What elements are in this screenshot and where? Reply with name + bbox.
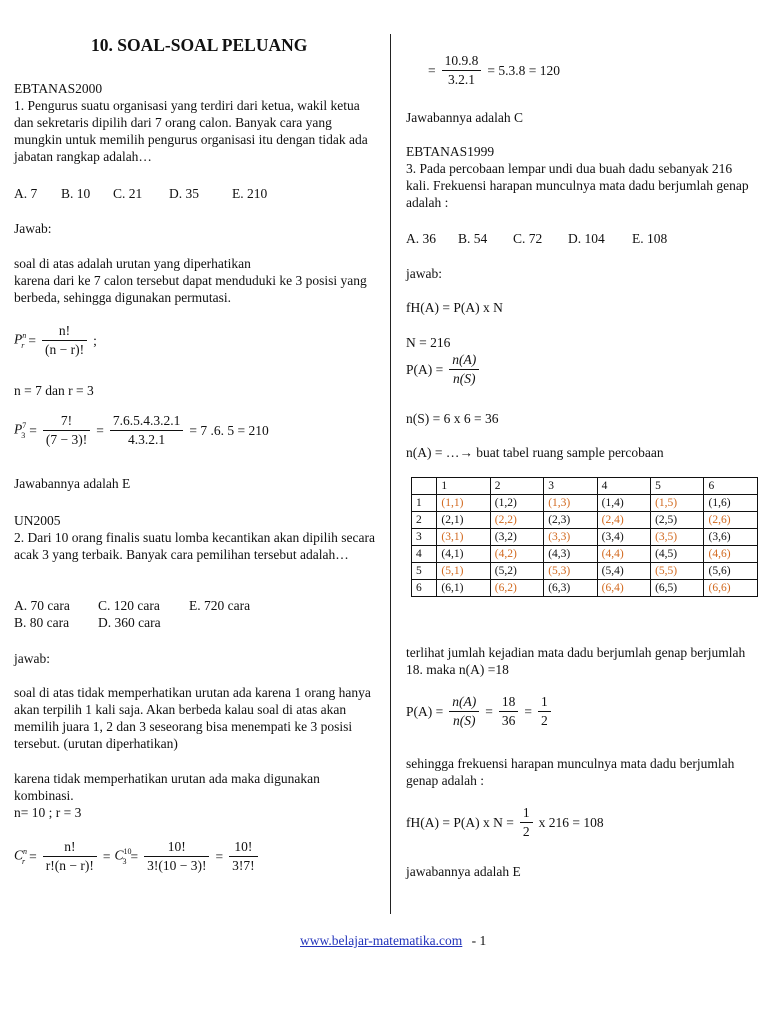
q2-question: 2. Dari 10 orang finalis suatu lomba kecantikan akan dipilih secara acak 3 yang terbaik. Banyak cara pemilihan tersebut adalah… bbox=[14, 530, 376, 562]
q3-pa-calc-fraction-3: $\frac{1}{2}$ bbox=[538, 693, 551, 730]
table-header-cell: 5 bbox=[651, 478, 704, 495]
page-number: - 1 bbox=[471, 933, 487, 948]
q1-answer: Jawabannya adalah E bbox=[14, 476, 131, 491]
q1-explanation-1: soal di atas adalah urutan yang diperhatikan bbox=[14, 256, 251, 271]
table-row bbox=[412, 563, 758, 580]
table-cell: (5,1) bbox=[437, 563, 490, 580]
table-cell: (6,3) bbox=[544, 580, 597, 597]
q1-option-d: D. 35 bbox=[169, 186, 199, 201]
table-cell: (2,4) bbox=[597, 512, 650, 529]
q1-calculation: $P^7_3$ = $\frac{7!}{(7 - 3)!}$ = $\frac{7.6.5.4.3.2.1}{4.3.2.1}$ = 7 .6. 5 = 210 bbox=[14, 413, 269, 447]
q3-answer: jawabannya adalah E bbox=[406, 864, 521, 879]
q3-pa-calculation: P(A) = $\frac{n(A)}{n(S)}$ = $\frac{18}{36}$ = $\frac{1}{2}$ bbox=[406, 693, 553, 730]
table-cell: (5,2) bbox=[490, 563, 543, 580]
table-row bbox=[412, 529, 758, 546]
table-cell: (3,3) bbox=[544, 529, 597, 546]
table-cell: (3,6) bbox=[704, 529, 758, 546]
q3-option-a: A. 36 bbox=[406, 231, 436, 246]
q2-option-e: E. 720 cara bbox=[189, 598, 251, 613]
table-cell: (2,6) bbox=[704, 512, 758, 529]
q3-option-c: C. 72 bbox=[513, 231, 543, 246]
table-cell: (3,4) bbox=[597, 529, 650, 546]
table-cell: (1,3) bbox=[544, 495, 597, 512]
q1-calc-fraction-2: $\frac{7.6.5.4.3.2.1}{4.3.2.1}$ bbox=[110, 412, 184, 449]
q1-option-e: E. 210 bbox=[232, 186, 268, 201]
table-header-cell: 2 bbox=[490, 478, 543, 495]
page-footer bbox=[300, 932, 486, 949]
table-cell: (1,5) bbox=[651, 495, 704, 512]
q2-option-d: D. 360 cara bbox=[98, 615, 161, 630]
table-cell: (5,5) bbox=[651, 563, 704, 580]
table-row bbox=[412, 580, 758, 597]
q2-answer: Jawabannya adalah C bbox=[406, 110, 523, 125]
q2-option-a: A. 70 cara bbox=[14, 598, 70, 613]
q1-calc-fraction-1: $\frac{7!}{(7 - 3)!}$ bbox=[43, 412, 90, 449]
q3-conclusion: sehingga frekuensi harapan munculnya mata dadu berjumlah genap adalah : bbox=[406, 756, 735, 788]
table-header-cell: 3 bbox=[544, 478, 597, 495]
q2-explanation-2: karena tidak memperhatikan urutan ada maka digunakan kombinasi. bbox=[14, 771, 320, 803]
table-row-label: 5 bbox=[412, 563, 437, 580]
table-row-label: 3 bbox=[412, 529, 437, 546]
table-cell: (2,5) bbox=[651, 512, 704, 529]
q3-pa-calc-fraction-1: $\frac{n(A)}{n(S)}$ bbox=[449, 693, 479, 730]
table-cell: (3,5) bbox=[651, 529, 704, 546]
q1-explanation-2: karena dari ke 7 calon tersebut dapat menduduki ke 3 posisi yang berbeda, sehingga digunakan permutasi. bbox=[14, 273, 367, 305]
permutation-fraction: $\frac{n!}{(n - r)!}$ bbox=[42, 322, 87, 359]
q3-observation: terlihat jumlah kejadian mata dadu berjumlah genap berjumlah 18. maka n(A) =18 bbox=[406, 645, 746, 677]
table-cell: (6,6) bbox=[704, 580, 758, 597]
table-row bbox=[412, 512, 758, 529]
table-cell: (1,6) bbox=[704, 495, 758, 512]
table-row-label: 6 bbox=[412, 580, 437, 597]
permutation-symbol-7-3: $P^7_3$ bbox=[14, 421, 27, 440]
q2-source: UN2005 bbox=[14, 513, 61, 528]
q3-option-e: E. 108 bbox=[632, 231, 668, 246]
table-cell: (5,4) bbox=[597, 563, 650, 580]
table-cell: (2,3) bbox=[544, 512, 597, 529]
q1-jawab: Jawab: bbox=[14, 221, 52, 236]
column-divider bbox=[390, 34, 391, 914]
table-row-label: 1 bbox=[412, 495, 437, 512]
table-cell: (2,2) bbox=[490, 512, 543, 529]
table-row bbox=[412, 546, 758, 563]
table-row-label: 2 bbox=[412, 512, 437, 529]
table-cell: (6,2) bbox=[490, 580, 543, 597]
combination-fraction: $\frac{n!}{r!(n - r)!}$ bbox=[43, 838, 97, 875]
permutation-symbol: $P^n_r$ bbox=[14, 331, 27, 350]
q3-na-line: n(A) = …→ buat tabel ruang sample percobaan bbox=[406, 445, 664, 460]
table-cell: (1,4) bbox=[597, 495, 650, 512]
permutation-formula: $P^n_r$ = $\frac{n!}{(n - r)!}$ ; bbox=[14, 323, 97, 357]
combination-symbol-10-3: $C^{10}_3$ bbox=[114, 847, 132, 866]
q2-option-c: C. 120 cara bbox=[98, 598, 160, 613]
table-cell: (3,1) bbox=[437, 529, 490, 546]
q3-pa-fraction: $\frac{n(A)}{n(S)}$ bbox=[449, 351, 479, 388]
q2-calc-fraction-1: $\frac{10!}{3!(10 - 3)!}$ bbox=[144, 838, 209, 875]
q3-option-d: D. 104 bbox=[568, 231, 605, 246]
q3-fh-fraction: $\frac{1}{2}$ bbox=[520, 804, 533, 841]
q2-n-r-values: n= 10 ; r = 3 bbox=[14, 805, 82, 820]
q1-calc-result: = 7 .6. 5 = 210 bbox=[189, 423, 269, 438]
table-cell: (3,2) bbox=[490, 529, 543, 546]
table-cell: (5,3) bbox=[544, 563, 597, 580]
table-cell: (1,2) bbox=[490, 495, 543, 512]
q2-calc-fraction-3: $\frac{10.9.8}{3.2.1}$ bbox=[442, 52, 482, 89]
q3-n-value: N = 216 bbox=[406, 335, 451, 350]
table-header-cell: 6 bbox=[704, 478, 758, 495]
table-cell: (6,1) bbox=[437, 580, 490, 597]
table-cell: (4,1) bbox=[437, 546, 490, 563]
table-cell: (1,1) bbox=[437, 495, 490, 512]
q3-source: EBTANAS1999 bbox=[406, 144, 495, 159]
table-header-cell: 4 bbox=[597, 478, 650, 495]
q1-question: 1. Pengurus suatu organisasi yang terdiri dari ketua, wakil ketua dan sekretaris dipilih dari 7 orang calon. Banyak cara yang mungkin untuk memilih pengurus organisasi itu dengan tidak ada jabatan rangkap adalah… bbox=[14, 98, 368, 164]
combination-formula: $C^n_r$ = $\frac{n!}{r!(n - r)!}$ = $C^{10}_3$ = $\frac{10!}{3!(10 - 3)!}$ = $\frac{10!}{3!7!}$ bbox=[14, 838, 260, 875]
q2-calc-fraction-2: $\frac{10!}{3!7!}$ bbox=[229, 838, 258, 875]
table-header-cell: 1 bbox=[437, 478, 490, 495]
q2-option-b: B. 80 cara bbox=[14, 615, 70, 630]
table-row-label: 4 bbox=[412, 546, 437, 563]
q1-source: EBTANAS2000 bbox=[14, 81, 103, 96]
table-cell: (6,4) bbox=[597, 580, 650, 597]
q1-n-r-values: n = 7 dan r = 3 bbox=[14, 383, 94, 398]
table-row bbox=[412, 495, 758, 512]
q2-explanation-1: soal di atas tidak memperhatikan urutan ada karena 1 orang hanya akan terpilih 1 kali saja. Akan berbeda kalau soal di atas akan memilih juara 1, 2 dan 3 seseorang bisa menempati ke 3 posisi tersebut. (urutan diperhatikan) bbox=[14, 685, 371, 751]
arrow-right-icon: → bbox=[459, 445, 473, 460]
q3-fh-formula: fH(A) = P(A) x N bbox=[406, 300, 503, 315]
q3-ns-value: n(S) = 6 x 6 = 36 bbox=[406, 411, 499, 426]
q3-question: 3. Pada percobaan lempar undi dua buah dadu sebanyak 216 kali. Frekuensi harapan munculnya mata dadu berjumlah genap adalah : bbox=[406, 161, 749, 210]
page-title: 10. SOAL-SOAL PELUANG bbox=[91, 35, 308, 55]
table-cell: (6,5) bbox=[651, 580, 704, 597]
table-cell: (4,5) bbox=[651, 546, 704, 563]
table-cell: (4,3) bbox=[544, 546, 597, 563]
table-cell: (4,2) bbox=[490, 546, 543, 563]
q3-pa-formula: P(A) = $\frac{n(A)}{n(S)}$ bbox=[406, 351, 481, 388]
table-header-cell bbox=[412, 478, 437, 495]
table-cell: (2,1) bbox=[437, 512, 490, 529]
q1-option-c: C. 21 bbox=[113, 186, 143, 201]
q3-pa-calc-fraction-2: $\frac{18}{36}$ bbox=[499, 693, 519, 730]
table-cell: (4,4) bbox=[597, 546, 650, 563]
q1-option-b: B. 10 bbox=[61, 186, 91, 201]
table-cell: (5,6) bbox=[704, 563, 758, 580]
q2-continued-calculation: = $\frac{10.9.8}{3.2.1}$ = 5.3.8 = 120 bbox=[428, 53, 560, 87]
q3-option-b: B. 54 bbox=[458, 231, 488, 246]
q3-jawab: jawab: bbox=[406, 266, 442, 281]
sample-space-table bbox=[411, 477, 758, 597]
combination-symbol: $C^n_r$ bbox=[14, 847, 28, 866]
q2-calc-result: = 5.3.8 = 120 bbox=[487, 63, 560, 78]
q2-jawab: jawab: bbox=[14, 651, 50, 666]
q3-fh-calculation: fH(A) = P(A) x N = $\frac{1}{2}$ x 216 = 108 bbox=[406, 805, 604, 839]
table-cell: (4,6) bbox=[704, 546, 758, 563]
q1-option-a: A. 7 bbox=[14, 186, 38, 201]
table-header-row bbox=[412, 478, 758, 495]
website-link[interactable]: www.belajar-matematika.com bbox=[300, 933, 463, 948]
